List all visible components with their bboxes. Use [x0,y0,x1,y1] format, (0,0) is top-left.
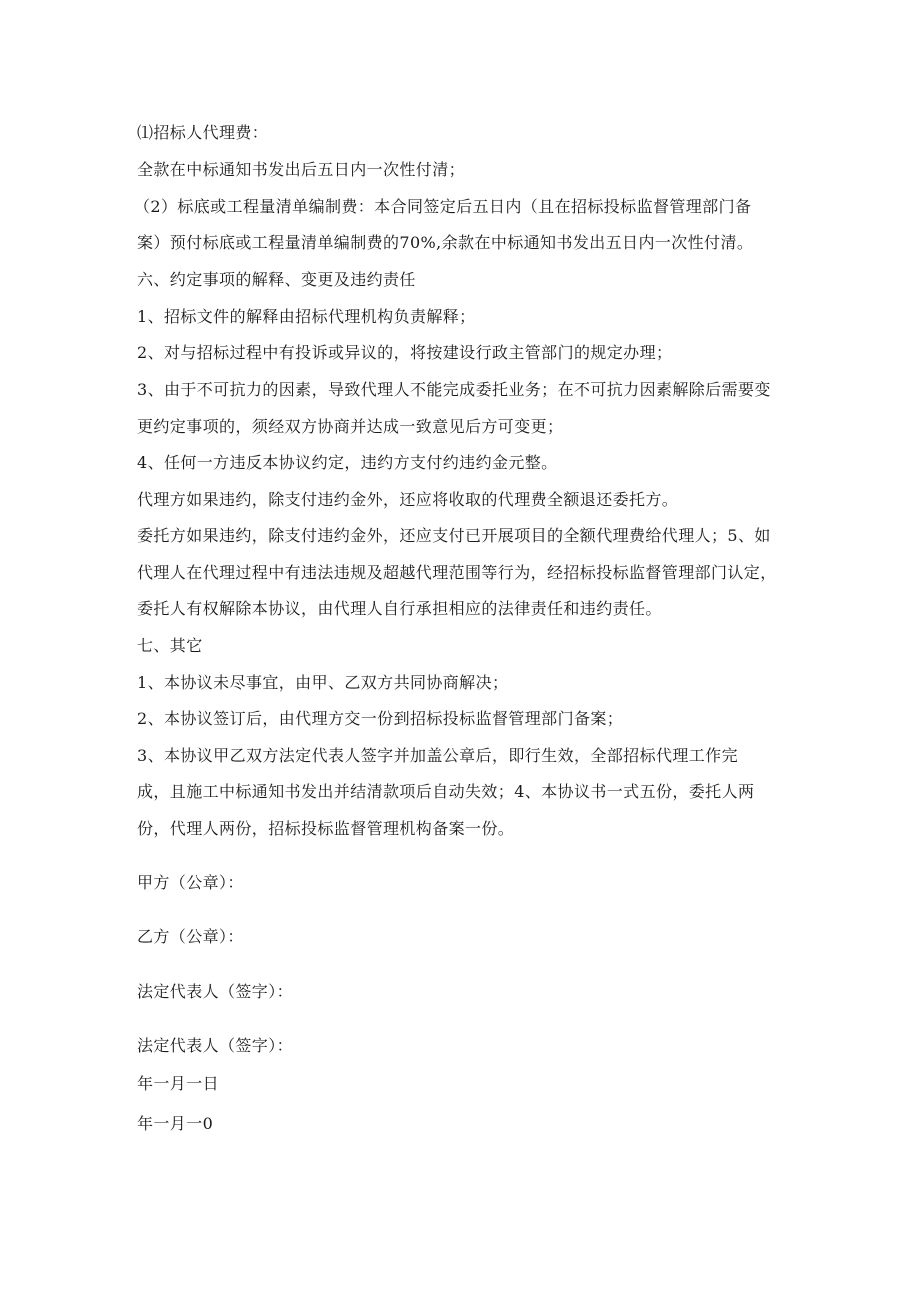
party-a-seal-label: 甲方（公章）： [137,873,244,892]
paragraph-line: 全款在中标通知书发出后五日内一次性付清； [137,160,466,179]
party-b-seal-label: 乙方（公章）： [137,927,244,946]
paragraph-line: 1、本协议未尽事宜，由甲、乙双方共同协商解决； [137,673,509,692]
paragraph-line: 3、由于不可抗力的因素，导致代理人不能完成委托业务；在不可抗力因素解除后需要变 [137,380,771,399]
paragraph-line: 份，代理人两份，招标投标监督管理机构备案一份。 [137,819,515,838]
legal-rep-signature-label: 法定代表人（签字）： [137,982,294,1001]
paragraph-line: 委托方如果违约，除支付违约金外，还应支付已开展项目的全额代理费给代理人；5、如 [137,526,771,545]
agent-fee-heading: ⑴招标人代理费： [137,123,269,142]
paragraph-line: 2、对与招标过程中有投诉或异议的，将按建设行政主管部门的规定办理； [137,343,673,362]
paragraph-line: 代理方如果违约，除支付违约金外，还应将收取的代理费全额退还委托方。 [137,490,679,509]
paragraph-line: 案）预付标底或工程量清单编制费的70%,余款在中标通知书发出五日内一次性付清。 [137,233,754,252]
date-line: 年一月一0 [137,1114,214,1133]
paragraph-line: 3、本协议甲乙双方法定代表人签字并加盖公章后，即行生效，全部招标代理工作完 [137,746,738,765]
section-heading-six: 六、约定事项的解释、变更及违约责任 [137,270,416,289]
paragraph-line: 1、招标文件的解释由招标代理机构负责解释； [137,307,476,326]
paragraph-line: 代理人在代理过程中有违法违规及超越代理范围等行为，经招标投标监督管理部门认定， [137,563,777,582]
section-heading-seven: 七、其它 [137,636,203,655]
paragraph-line: （2）标底或工程量清单编制费：本合同签定后五日内（且在招标投标监督管理部门备 [134,197,752,216]
paragraph-line: 委托人有权解除本协议，由代理人自行承担相应的法律责任和违约责任。 [137,599,662,618]
paragraph-line: 2、本协议签订后，由代理方交一份到招标投标监督管理部门备案； [137,709,624,728]
paragraph-line: 更约定事项的，须经双方协商并达成一致意见后方可变更； [137,417,564,436]
legal-rep-signature-label: 法定代表人（签字）： [137,1036,294,1055]
paragraph-line: 成，且施工中标通知书发出并结清款项后自动失效；4、本协议书一式五份，委托人两 [137,782,755,801]
paragraph-line: 4、任何一方违反本协议约定，违约方支付约违约金元整。 [137,453,558,472]
date-line: 年一月一日 [137,1074,220,1093]
